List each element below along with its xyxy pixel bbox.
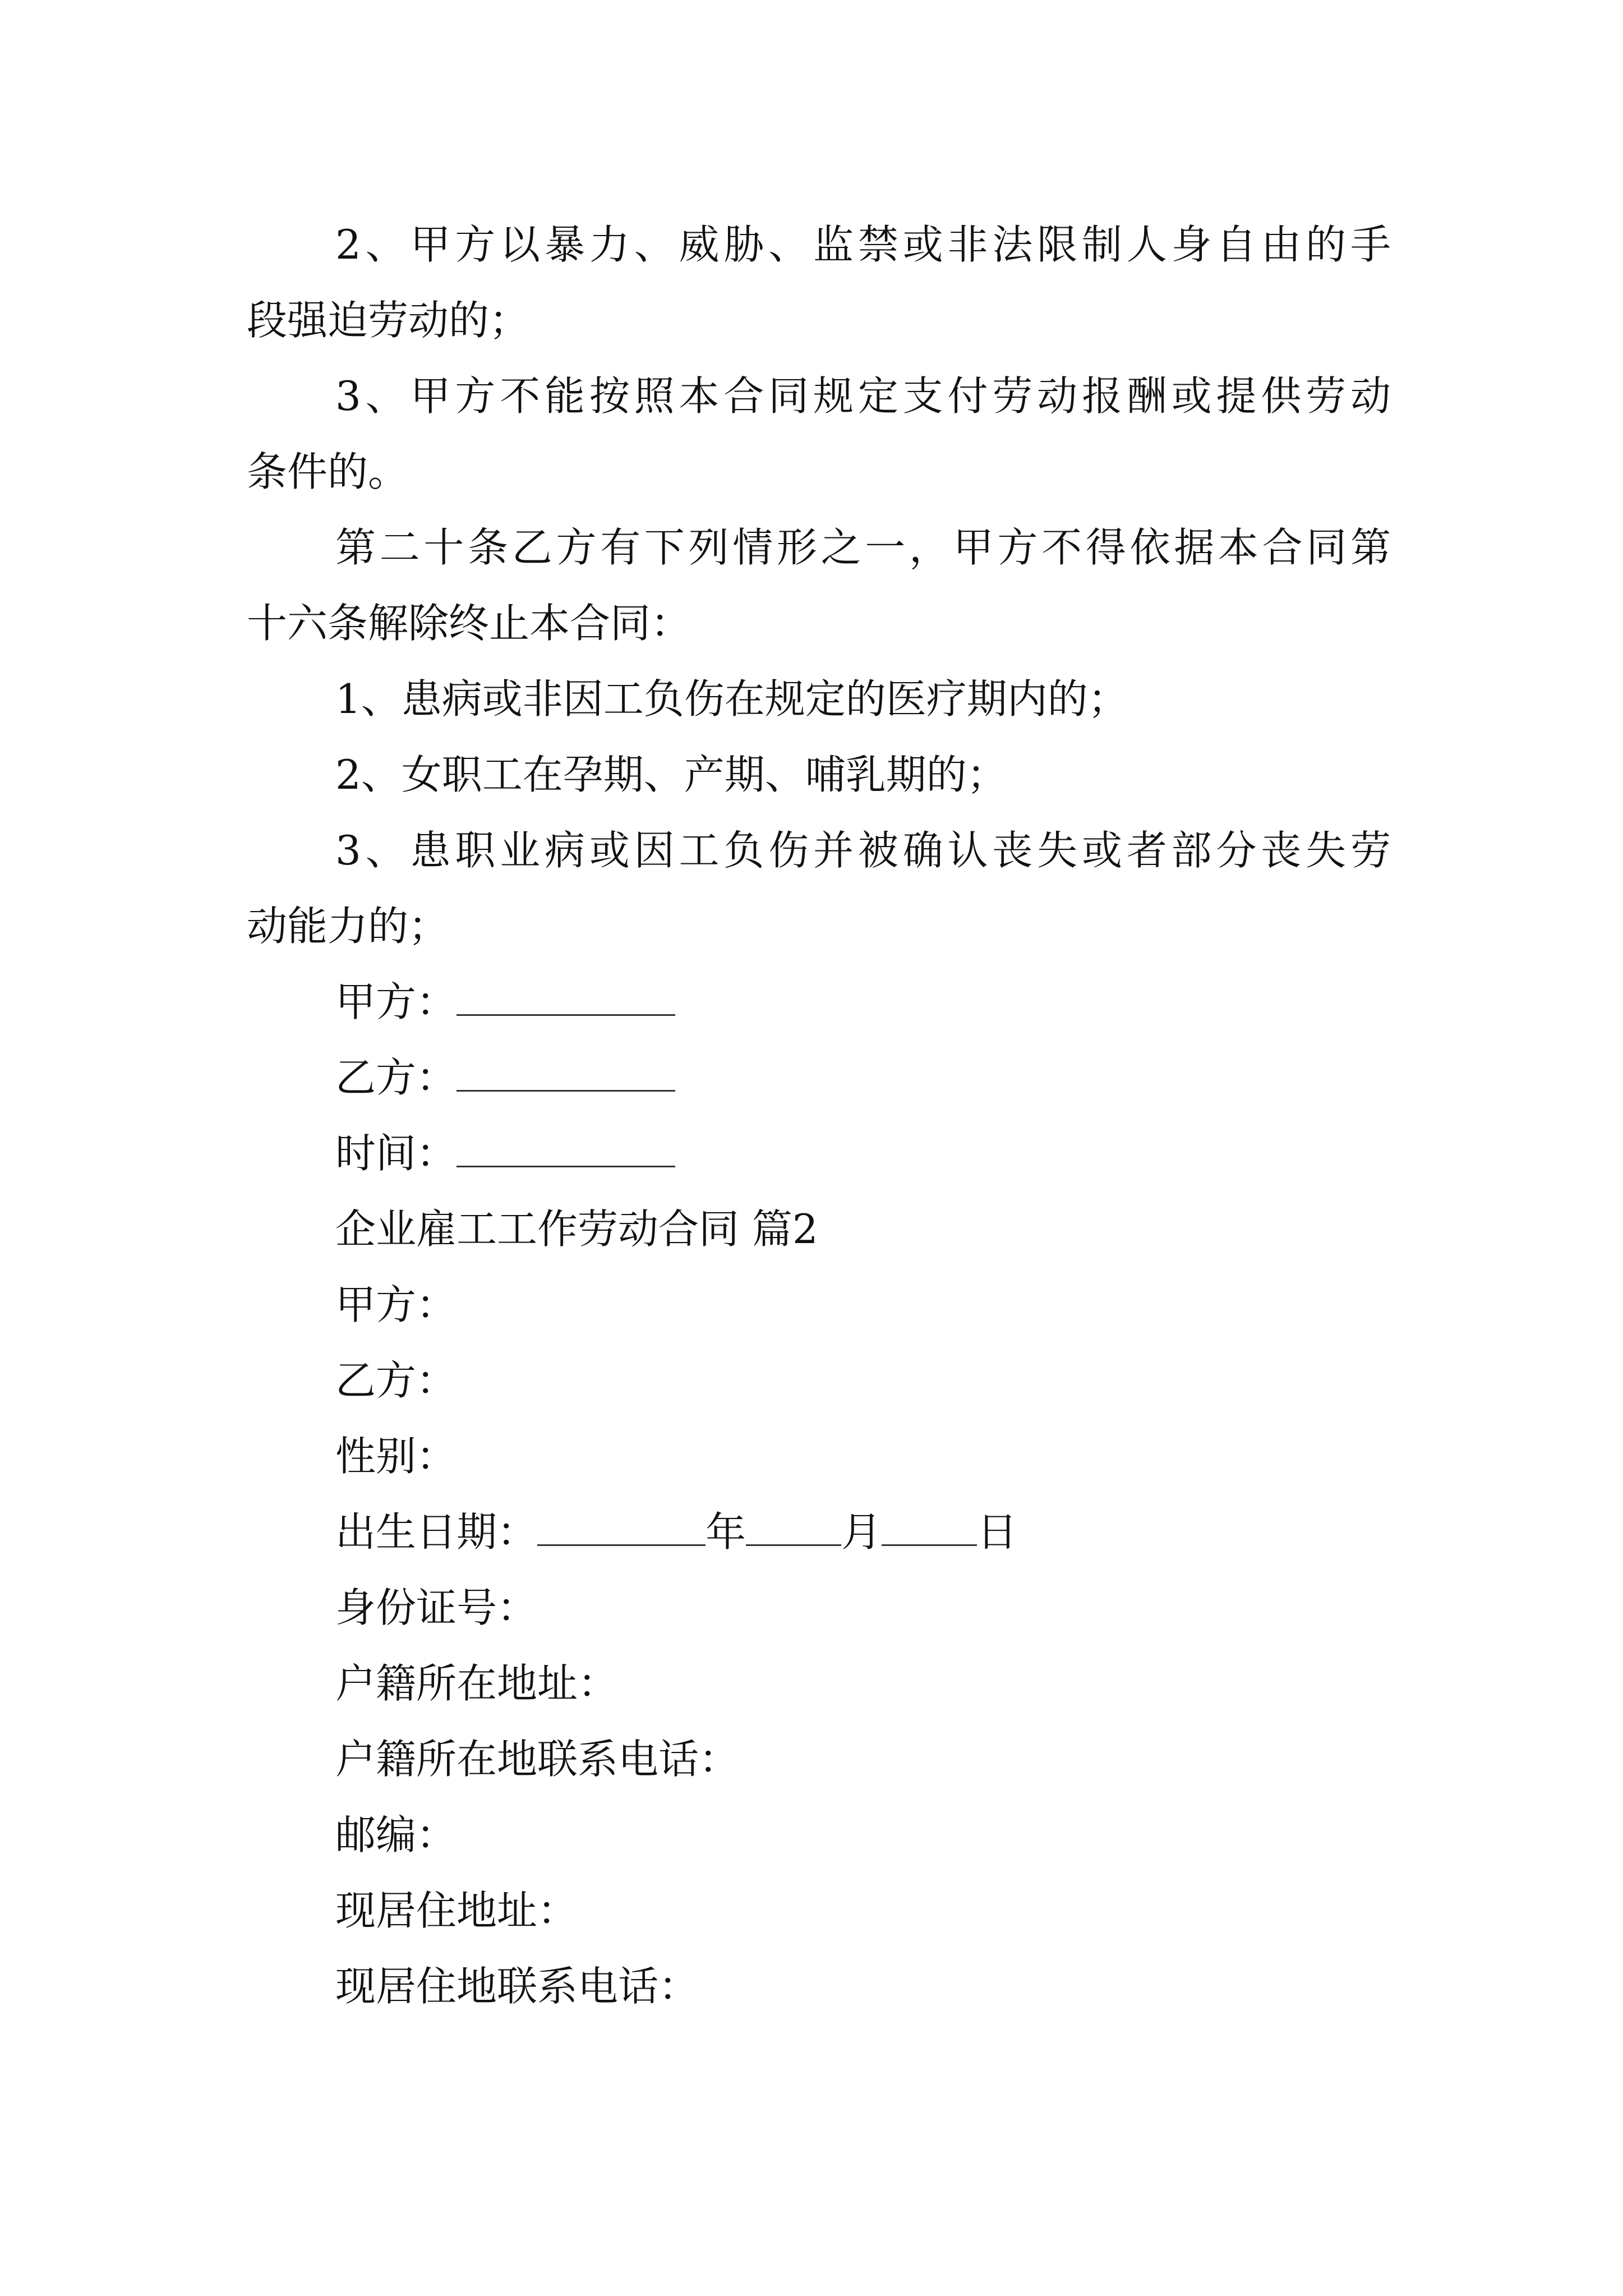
signature-party-b <box>335 1050 1391 1106</box>
signature-time <box>335 1125 1391 1181</box>
signature-party-a <box>335 974 1391 1030</box>
hukou-address-field: 户籍所在地址： <box>335 1660 619 1707</box>
birth-day-label: 日 <box>977 1508 1018 1556</box>
birth-month-blank <box>746 1505 841 1546</box>
signature-time-blank <box>457 1126 675 1167</box>
section-2-party-b: 乙方： <box>335 1357 457 1404</box>
birth-day-blank <box>882 1505 977 1546</box>
clause-item-3-cont: 条件的。 <box>247 448 409 495</box>
clause-item-2: 2、甲方以暴力、威胁、监禁或非法限制人身自由的手 <box>335 221 1391 268</box>
article-20-item-3-cont: 动能力的； <box>247 903 449 950</box>
birth-year-label: 年 <box>706 1508 746 1556</box>
article-20-item-1: 1、患病或非因工负伤在规定的医疗期内的； <box>335 675 1128 723</box>
signature-time-label: 时间： <box>335 1130 457 1177</box>
article-20: 第二十条乙方有下列情形之一，甲方不得依据本合同第 <box>335 524 1391 571</box>
birth-month-label: 月 <box>841 1508 882 1556</box>
id-number-field: 身份证号： <box>335 1584 538 1631</box>
postcode-field: 邮编： <box>335 1811 457 1858</box>
article-20-item-2: 2、女职工在孕期、产期、哺乳期的； <box>335 751 1007 798</box>
gender-field: 性别： <box>335 1433 457 1480</box>
clause-item-2-cont: 段强迫劳动的； <box>247 297 530 344</box>
article-20-item-3: 3、患职业病或因工负伤并被确认丧失或者部分丧失劳 <box>335 827 1391 874</box>
article-20-cont: 十六条解除终止本合同： <box>247 600 691 647</box>
signature-party-a-label: 甲方： <box>335 978 457 1025</box>
section-2-title: 企业雇工工作劳动合同 篇2 <box>335 1205 818 1253</box>
section-2-party-a: 甲方： <box>335 1281 457 1328</box>
signature-party-a-blank <box>457 975 675 1016</box>
birth-date-label: 出生日期： <box>335 1508 538 1556</box>
current-address-field: 现居住地址： <box>335 1887 578 1934</box>
birth-year-blank <box>537 1505 706 1546</box>
hukou-phone-field: 户籍所在地联系电话： <box>335 1736 740 1783</box>
current-phone-field: 现居住地联系电话： <box>335 1963 699 2010</box>
birth-date-field <box>335 1504 1391 1560</box>
signature-party-b-blank <box>457 1051 675 1092</box>
signature-party-b-label: 乙方： <box>335 1054 457 1101</box>
clause-item-3: 3、甲方不能按照本合同规定支付劳动报酬或提供劳动 <box>335 372 1391 420</box>
